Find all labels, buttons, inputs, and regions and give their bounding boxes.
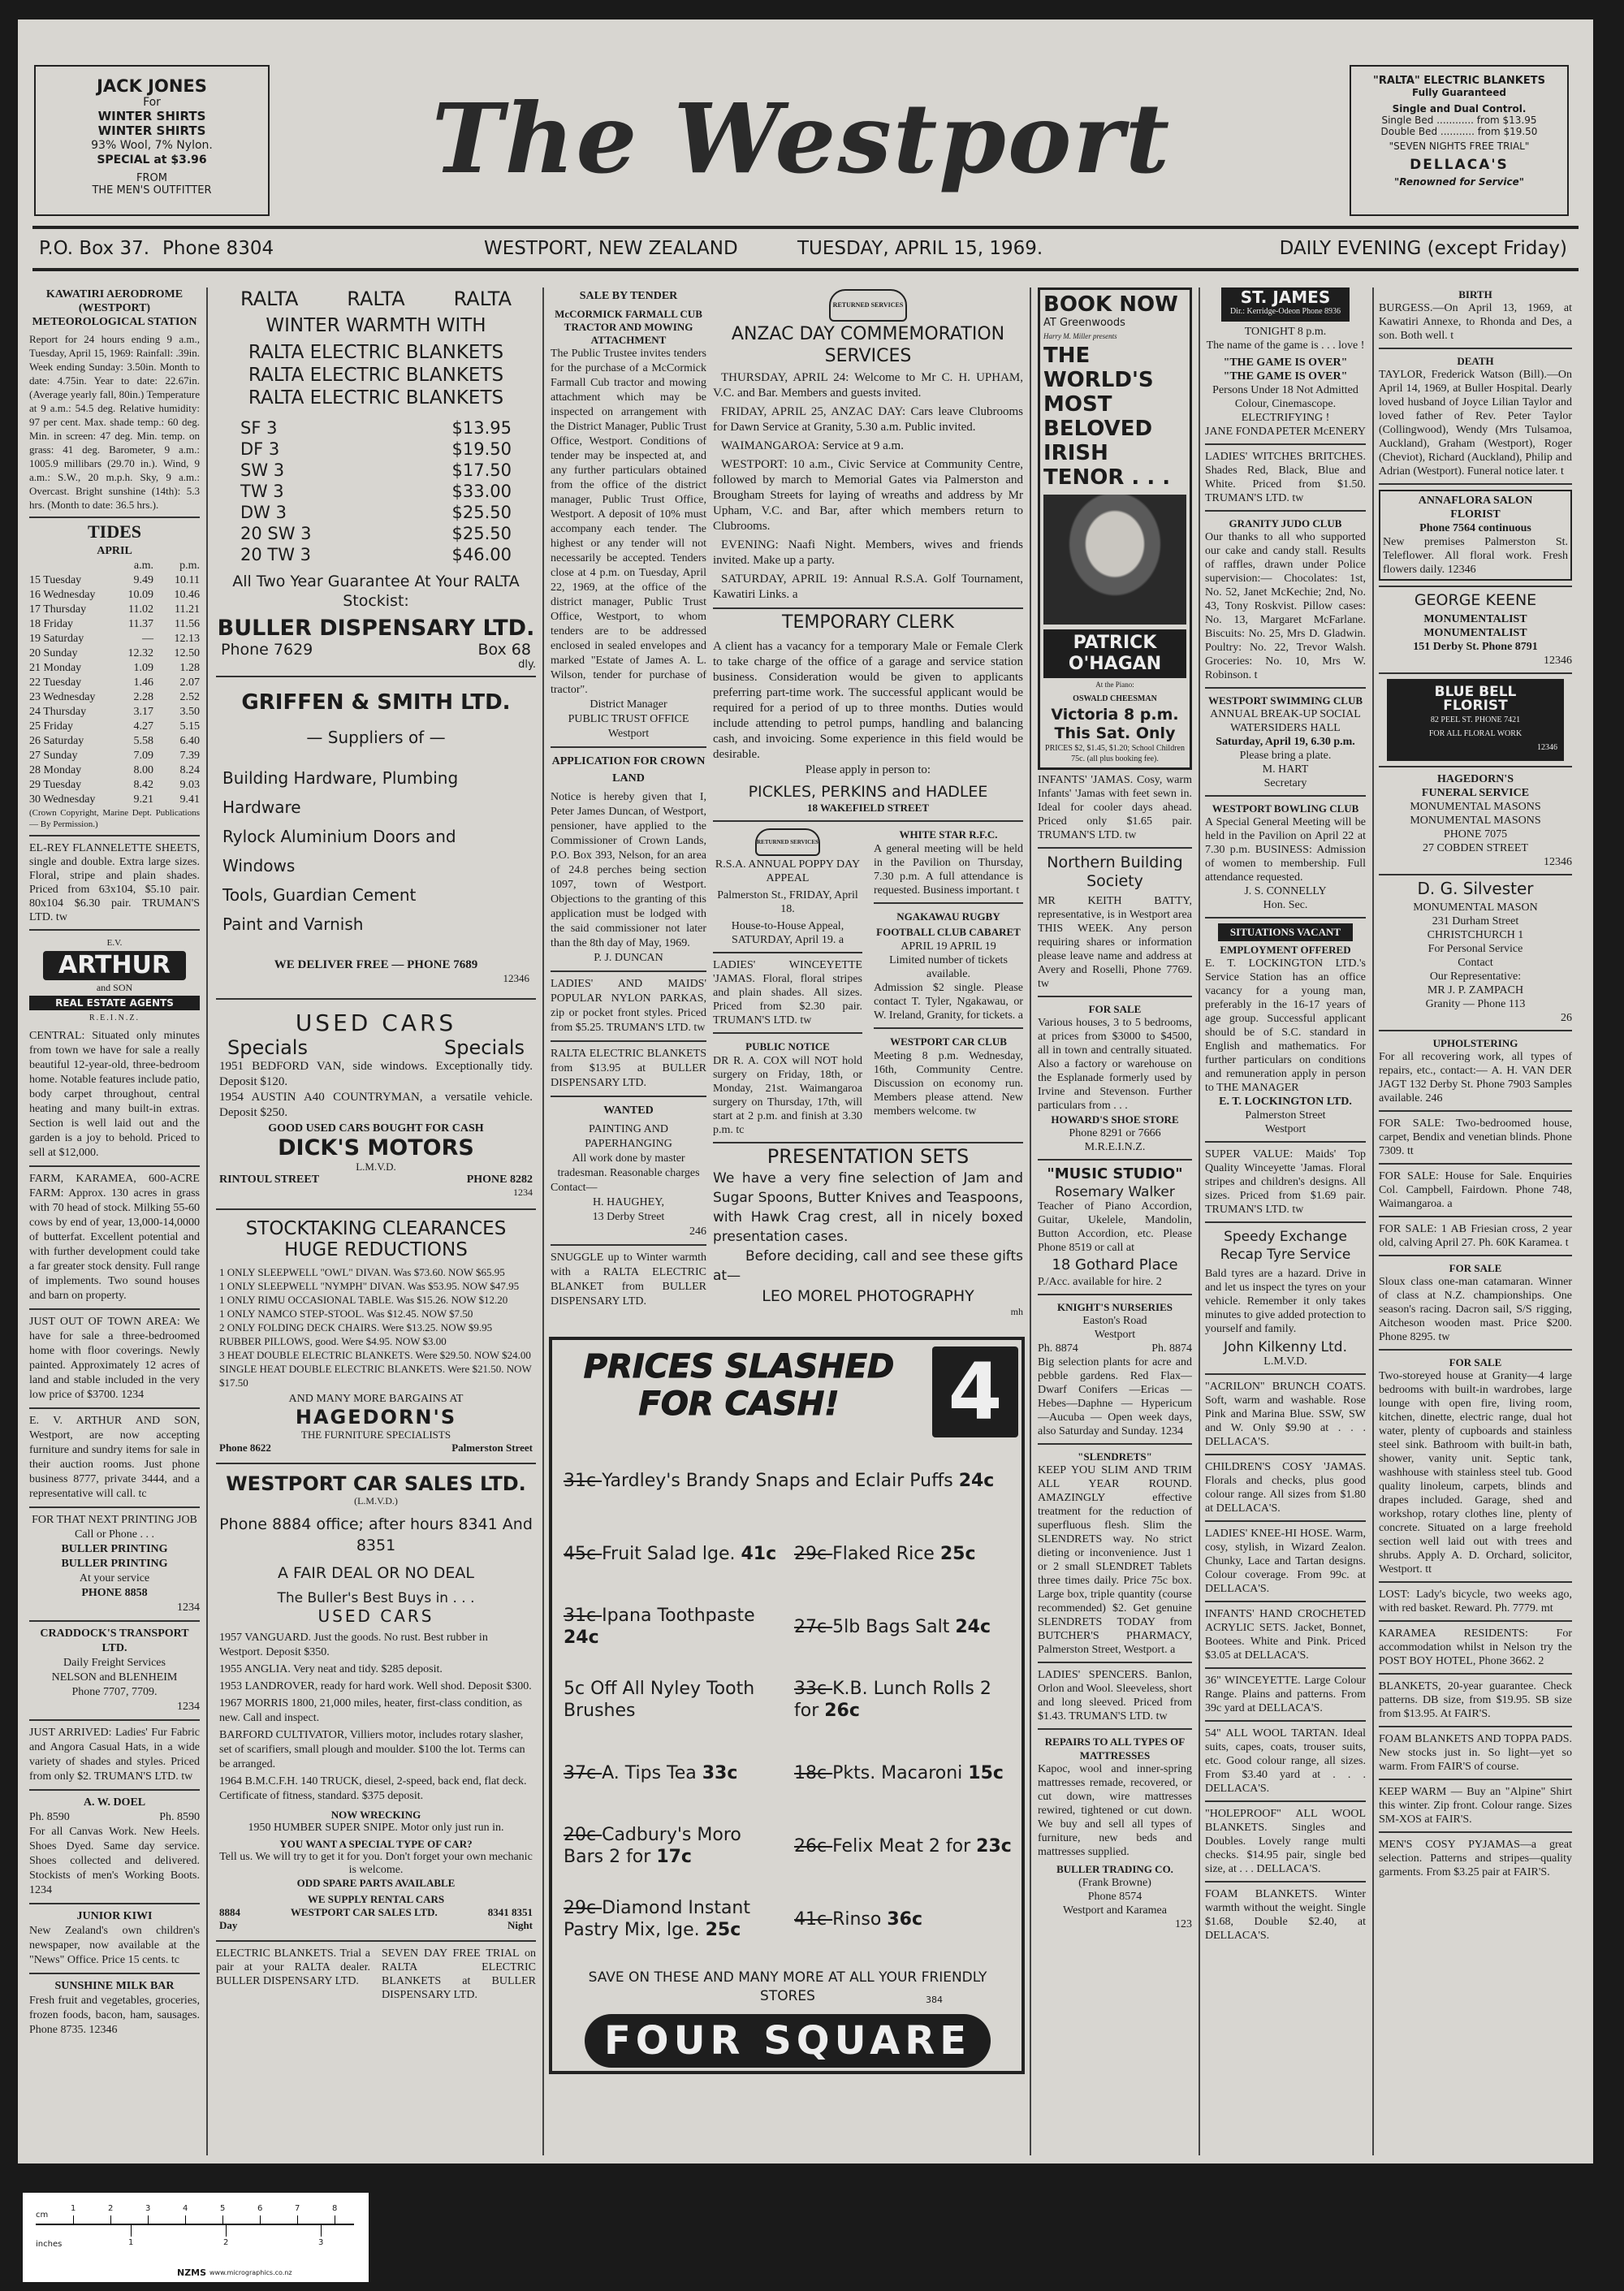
tide-cell: 4.27 [133, 720, 154, 733]
tide-row [29, 588, 200, 603]
tide-cell: — [142, 633, 154, 645]
dicks-motors-ad: USED CARS Specials Specials 1951 BEDFORD VAN, side windows. Exceptionally tidy. Deposit $120. 1954 AUSTIN A40 COUNTRYMAN, a versatile vehicle. Deposit $250. GOOD USED CARS BOUGHT FOR CASH DICK'S MOTORS L.M.V.D. RINTOUL STREET PHONE 8282 1234 [219, 1009, 533, 1198]
fs-item-name: Flaked Rice [832, 1543, 940, 1564]
tide-cell: 11.56 [175, 618, 200, 630]
tide-row [29, 749, 200, 763]
price-row [240, 523, 512, 544]
fs-item [564, 1678, 784, 1722]
tide-cell: 24 Thursday [29, 706, 87, 718]
price-model: 20 SW 3 [240, 524, 312, 543]
cm-tick-label: 2 [108, 2204, 114, 2213]
fs-item [564, 1762, 784, 1784]
column-rule [1199, 287, 1200, 2155]
masthead-title: The Westport [431, 82, 1172, 195]
tide-row [29, 617, 200, 632]
fs-new-price: 24c [955, 1616, 991, 1637]
fs-item-name: A. Tips Tea [602, 1762, 702, 1783]
fs-old-price: 18c [794, 1762, 833, 1783]
tide-cell: 5.15 [179, 720, 200, 733]
cm-tick-label: 1 [71, 2204, 76, 2213]
ear-left-jack-jones: JACK JONES For WINTER SHIRTS WINTER SHIRTS 93% Wool, 7% Nylon. SPECIAL at $3.96 FROM THE MEN'S OUTFITTER [34, 65, 270, 216]
cm-tick-label: 7 [295, 2204, 300, 2213]
milk-bar-ad: SUNSHINE MILK BAR Fresh fruit and vegetables, groceries, frozen foods, bacon, ham, sausages. Phone 8735. 12346 [29, 1980, 200, 2036]
tide-cell: 6.40 [179, 735, 200, 747]
four-square-ad: PRICES SLASHED FOR CASH! 4 31c Yardley's Brandy Snaps and Eclair Puffs 24c 45c Fruit Salad lge. 41c 29c Flaked Rice 25c 31c Ipana Toothpaste 24c 27c 5lb Bags Salt 24c 5c Off All Nyley Tooth Brushes 33c K.B. Lunch Rolls 2 for 26c 37c A. Tips Tea 33c 18c Pkts. Macaroni 15c 20c Cadbury's Moro Bars 2 for 17c 26c Felix Meat 2 for 23c 29c Diamond Instant Pastry Mix, lge. 25c 41c Rinso 36c SAVE ON THESE AND MANY MORE AT ALL YOUR FRIENDLY STORES 384 FOUR SQUARE [549, 1337, 1025, 2074]
tide-cell: 9.03 [179, 779, 200, 791]
column-3: SALE BY TENDER McCORMICK FARMALL CUB TRACTOR AND MOWING ATTACHMENT The Public Trustee invites tenders for the purchase of a McCormick Farmall Cub tractor and mowing attachment which may be inspected on arrangement with the District Manager, Public Trust Office, Westport. Conditions of tender may be inspected at, and any further particulars obtained from the office of the district manager, Public Trust Office, Westport. A deposit of 10% must accompany each tender. The highest or any tender will not necessarily be accepted. Tenders close at 4 p.m. on Tuesday, April 22, 1969, at the office of the district manager, Public Trust Office, Westport, to whom tenders are to be addressed enclosed in sealed envelopes and marked "Estate of James A. L. Wilson, tender for purchase of tractor". District Manager PUBLIC TRUST OFFICE Westport APPLICATION FOR CROWN LAND Notice is hereby given that I, Peter James Duncan, of Westport, pensioner, have applied to the Commissioner of Crown Lands, P.O. Box 393, Nelson, for an area of 24.8 perches being section 1097, town of Westport. Objections to the granting of this application must be lodged with the said commissioner not later than the 8th day of May, 1969. P. J. DUNCAN LADIES' AND MAIDS' POPULAR NYLON PARKAS, zip or pocket front styles. Priced from $5.25. TRUMAN'S LTD. tw RALTA ELECTRIC BLANKETS from $13.95 at BULLER DISPENSARY LTD. WANTED PAINTING AND PAPERHANGING All work done by master tradesman. Reasonable charges Contact— H. HAUGHEY, 13 Derby Street 246 SNUGGLE up to Winter warmth with a RALTA ELECTRIC BLANKET from BULLER DISPENSARY LTD. [551, 290, 706, 1308]
column-6: ST. JAMES Dir.: Kerridge-Odeon Phone 8936 TONIGHT 8 p.m. The name of the game is . . . love ! "THE GAME IS OVER" "THE GAME IS OVER" Persons Under 18 Not Admitted Colour, Cinemascope. ELECTRIFYING ! JANE FONDA PETER McENERY LADIES' WITCHES BRITCHES. Shades Red, Black, Blue and White. Priced from $1.50. TRUMAN'S LTD. tw GRANITY JUDO CLUB Our thanks to all who supported our cake and candy stall. Results of raffles, drawn under Police supervision:— Chocolates: 1st, No. 52, Janet McKechie; 2nd, No. 43, Tony Roskvist. Pillow cases: No. 13, Margaret McFarlane. Biscuits: No. 25, Mrs D. Gladwin. Poultry: No. 22, Trevor Walsh. Groceries: No. 10, Mrs W. Robinson. t WESTPORT SWIMMING CLUB ANNUAL BREAK-UP SOCIAL WATERSIDERS HALL Saturday, April 19, 6.30 p.m. Please bring a plate. M. HART Secretary WESTPORT BOWLING CLUB A Special General Meeting will be held in the Pavilion on April 22 at 7.30 p.m. BUSINESS: Admission of women to membership. Full attendance requested. J. S. CONNELLY Hon. Sec. SITUATIONS VACANT EMPLOYMENT OFFERED E. T. LOCKINGTON LTD.'s Service Station has an office vacancy for a young man, preferably in the 16-17 years of age group. Successful applicant should be of S.C. standard in English and mathematics. For further particulars on conditions and remuneration apply in person to THE MANAGER E. T. LOCKINGTON LTD. Palmerston Street Westport SUPER VALUE: Maids' Top Quality Winceyette 'Jamas. Floral stripes and children's designs. All sizes. Priced from $1.69 pair. TRUMAN'S LTD. tw Speedy Exchange Recap Tyre Service Bald tyres are a hazard. Drive in and let us inspect the tyres on your vehicle. Remember it only takes minutes to give added protection to yourself and family. John Kilkenny Ltd. L.M.V.D. "ACRILON" BRUNCH COATS. Soft, warm and washable. Rose Pink and Marina Blue. SSW, SW and W. Only $9.90 at . . . DELLACA'S. CHILDREN'S COSY 'JAMAS. Florals and checks, plus good colour range. All sizes from $1.80 at DELLACA'S. LADIES' KNEE-HI HOSE. Warm, cosy, stylish, in Wizard Zealon. Chunky, Lace and Tartan designs. Colour coverage. From 99c. at DELLACA'S. INFANTS' HAND CROCHETED ACRYLIC SETS. Jacket, Bonnet, Bootees. White and Pink. Priced $3.05 at DELLACA'S. 36" WINCEYETTE. Large Colour Range. Plains and patterns. From 39c yard at DELLACA'S. 54" ALL WOOL TARTAN. Ideal suits, capes, coats, trouser suits, etc. Good colour range, all sizes. From $3.40 yard at . . . DELLACA'S. "HOLEPROOF" ALL WOOL BLANKETS. Singles and Doubles. Lovely range multi checks. $14.95 pair, single bed size, at . . . DELLACA'S. FOAM BLANKETS. Winter warmth without the weight. Single $1.68, Double $2.40, at DELLACA'S. [1205, 287, 1366, 1942]
tide-cell: 5.58 [133, 735, 154, 747]
column-1: KAWATIRI AERODROME (WESTPORT) METEOROLOGICAL STATION Report for 24 hours ending 9 a.m., Tuesday, April 15, 1969: Rainfall: .39in. Week ending Sunday: 3.50in. Month to date: 4.75in. Year to date: 22.67in. (Average yearly fall, 80in.) Temperature at 9 a.m.: 54.5 deg. Relative humidity: 97 per cent. Max. shade temp.: 60 deg. Min. in screen: 47 deg. Min. temp. on grass: 41 deg. Barometer, 9 a.m.: 1005.9 millibars (29.70 in.). Wind, 9 a.m.: S.W., 20 m.p.h. Sky, 9 a.m.: Overcast. Bright sunshine (14th): 5.3 hrs. (Month to date: 36.5 hrs.). TIDES APRIL a.m. p.m. 15 Tuesday 9.49 10.11 16 Wednesday 10.09 10.46 17 Thursday 11.02 11.21 18 Friday 11.37 11.56 19 Saturday — 12.13 20 Sunday 12.32 12.50 21 Monday 1.09 1.28 22 Tuesday 1.46 2.07 23 Wednesday 2.28 2.52 24 Thursday 3.17 3.50 25 Friday 4.27 5.15 26 Saturday 5.58 6.40 27 Sunday 7.09 7.39 28 Monday 8.00 8.24 29 Tuesday 8.42 9.03 30 Wednesday 9.21 9.41 (Crown Copyright, Marine Dept. Publications — By Permission.) EL-REY FLANNELETTE SHEETS, single and double. Extra large sizes. Floral, stripe and plain shades. Priced from 63x104, $5.10 pair. 80x104 $6.30 pair. TRUMAN'S LTD. tw E.V. ARTHUR and SON REAL ESTATE AGENTS R.E.I.N.Z. CENTRAL: Situated only minutes from town we have for sale a really beautiful 12-year-old, three-bedroom home. Notable features include patio, body carpet throughout, central heating and many built-in extras. Section is well laid out and the garden is a joy to behold. Priced to sell at $12,000. FARM, KARAMEA, 600-ACRE FARM: Approx. 130 acres in grass with 70 head of stock. Milking 55-60 cows by end of year, 13,000-14,0000 of butterfat. Excellent potential and with further development could take a far greater stock density. Full range of implements. Two sound houses and barn on property. JUST OUT OF TOWN AREA: We have for sale a three-bedroomed home with floor coverings. Newly painted. Approximately 12 acres of land and stable included in the very low price of $3700. 1234 E. V. ARTHUR AND SON, Westport, are now accepting furniture and sundry items for sale in their auction rooms. Just phone business 8777, private 3444, and a representative will call. tc FOR THAT NEXT PRINTING JOB Call or Phone . . . BULLER PRINTING BULLER PRINTING At your service PHONE 8858 1234 CRADDOCK'S TRANSPORT LTD. Daily Freight Services NELSON and BLENHEIM Phone 7707, 7709. 1234 JUST ARRIVED: Ladies' Fur Fabric and Angora Casual Hats, in a wide variety of shades and styles. Priced from only $2. TRUMAN'S LTD. tw A. W. DOEL Ph. 8590 Ph. 8590 For all Canvas Work. New Heels. Shoes Dyed. Same day service. Shoes collected and delivered. Stockists of men's Working Boots. 1234 JUNIOR KIWI New Zealand's own children's newspaper, now available at the "News" Office. Price 15 cents. tc SUNSHINE MILK BAR Fresh fruit and vegetables, groceries, frozen foods, bacon, ham, sausages. Phone 8735. 12346 [29, 288, 200, 2036]
tide-cell: 11.37 [128, 618, 154, 630]
junior-kiwi-ad: JUNIOR KIWI New Zealand's own children's newspaper, now available at the "News" Office. Price 15 cents. tc [29, 1910, 200, 1966]
tide-cell: 9.21 [133, 793, 154, 806]
fs-new-price: 23c [976, 1835, 1012, 1857]
tide-cell: 12.32 [127, 647, 154, 659]
tide-cell: 11.02 [128, 603, 154, 616]
hagedorn-funeral-ad: HAGEDORN'S FUNERAL SERVICE MONUMENTAL MASONS MONUMENTAL MASONS PHONE 7075 27 COBDEN STREET 12346 [1410, 773, 1572, 868]
doel-ad: A. W. DOEL Ph. 8590 Ph. 8590 For all Canvas Work. New Heels. Shoes Dyed. Same day service. Shoes collected and delivered. Stockists of men's Working Boots. 1234 [29, 1796, 200, 1896]
tide-cell: 8.00 [133, 764, 154, 776]
dateline: P.O. Box 37. Phone 8304 WESTPORT, NEW ZEALAND TUESDAY, APRIL 15, 1969. DAILY EVENING (except Friday) [39, 238, 1567, 259]
cm-tick-label: 3 [145, 2204, 151, 2213]
cm-tick [297, 2215, 298, 2225]
anzac-item: THURSDAY, APRIL 24: Welcome to Mr C. H. UPHAM, V.C. and Bar. Members and guests invited. [713, 371, 1023, 400]
rsa-badge-2: RETURNED SERVICES [755, 828, 820, 856]
fs-old-price: 20c [564, 1825, 603, 1845]
seven-day-trial-ad: SEVEN DAY FREE TRIAL on RALTA ELECTRIC BLANKETS at BULLER DISPENSARY LTD. [382, 1947, 536, 2001]
clearance-item: 1 ONLY NAMCO STEP-STOOL. Was $12.45. NOW $7.50 [219, 1308, 473, 1320]
car-listing: BARFORD CULTIVATOR, Villiers motor, includes rotary slasher, set of scarifiers, small plough and moulder. $100 the lot. Terms can be arranged. [219, 1729, 525, 1770]
tide-cell: 11.21 [175, 603, 200, 616]
masthead-rule-top [32, 226, 1579, 229]
tide-row [29, 778, 200, 793]
clearance-item: RUBBER PILLOWS, good. Were $4.95. NOW $3.00 [219, 1335, 447, 1347]
column-rule [1372, 287, 1374, 2155]
tide-cell: 8.24 [179, 764, 200, 776]
tide-cell: 1.46 [133, 676, 154, 689]
tide-row [29, 603, 200, 617]
fs-old-price: 41c [794, 1908, 833, 1930]
fs-new-price: 25c [939, 1543, 976, 1564]
inch-tick [321, 2225, 322, 2237]
cm-tick-label: 8 [332, 2204, 338, 2213]
craddock-ad: CRADDOCK'S TRANSPORT LTD. Daily Freight Services NELSON and BLENHEIM Phone 7707, 7709. 1234 [40, 1627, 200, 1713]
tide-cell: 2.52 [179, 691, 200, 703]
tide-row [29, 646, 200, 661]
fs-item [564, 1897, 784, 1941]
tide-cell: 12.13 [174, 633, 200, 645]
anzac-item: EVENING: Naafi Night. Members, wives and friends invited. Make up a party. [713, 538, 1023, 567]
fs-old-price: 27c [794, 1616, 833, 1637]
fs-item [794, 1678, 1015, 1722]
price-row [240, 544, 512, 565]
tide-cell: 22 Tuesday [29, 676, 82, 689]
tide-cell: 3.17 [133, 706, 154, 718]
blue-bell-ad: BLUE BELL FLORIST 82 PEEL ST. PHONE 7421 FOR ALL FLORAL WORK 12346 [1387, 679, 1564, 761]
tide-cell: 10.11 [175, 574, 200, 586]
price-value: $46.00 [451, 545, 512, 564]
fs-item [564, 1543, 784, 1565]
patrick-ohagan-ad: BOOK NOW AT Greenwoods Harry M. Miller presents THE WORLD'S MOST BELOVED IRISH TENOR . . . PATRICK O'HAGAN At the Piano: OSWALD CHEESMAN Victoria 8 p.m. This Sat. Only PRICES $2, $1.45, $1.20; School Children 75c. (all plus booking fee). [1038, 287, 1192, 770]
clearance-item: 2 ONLY FOLDING DECK CHAIRS. Were $13.25. NOW $9.95 [219, 1321, 493, 1334]
fs-item [794, 1762, 1015, 1784]
price-model: 20 TW 3 [240, 545, 312, 564]
cm-tick [73, 2215, 74, 2225]
cm-tick [260, 2215, 261, 2225]
tide-cell: 10.09 [127, 589, 154, 601]
fs-row [564, 1444, 1015, 1517]
tide-cell: 30 Wednesday [29, 793, 96, 806]
tides-table [29, 573, 200, 807]
fs-item-name: 5c Off All Nyley Tooth Brushes [564, 1679, 755, 1721]
tide-row [29, 573, 200, 588]
car-listing: 1967 MORRIS 1800, 21,000 miles, heater, first-class condition, as new. Call and inspect. [219, 1697, 523, 1724]
masthead-rule-bottom [32, 268, 1579, 271]
silvester-ad: MONUMENTAL MASON 231 Durham Street CHRISTCHURCH 1 For Personal Service Contact Our Representative: MR J. P. ZAMPACH Granity — Phone 113 26 [1413, 901, 1572, 1024]
wcs-car-list [219, 1631, 533, 1804]
ralta-ad: RALTA RALTA RALTA WINTER WARMTH WITH RALTA ELECTRIC BLANKETS RALTA ELECTRIC BLANKETS RALTA ELECTRIC BLANKETS SF 3 $13.95 DF 3 $19.50 SW 3 $17.50 TW 3 $33.00 DW 3 $25.50 20 SW 3 $25.50 20 TW 3 $46.00 All Two Year Guarantee At Your RALTA Stockist: BULLER DISPENSARY LTD. Phone 7629 Box 68 dly. [217, 287, 536, 671]
inch-tick-label: 1 [128, 2238, 134, 2247]
column-rule [542, 287, 544, 2155]
column-rule [1030, 287, 1031, 2155]
tide-row [29, 763, 200, 778]
rsa-badge: RETURNED SERVICES [829, 289, 907, 322]
fs-item [564, 1470, 1015, 1492]
griffen-smith-ad: GRIFFEN & SMITH LTD. — Suppliers of — Building Hardware, Plumbing Hardware Rylock Aluminium Doors and Windows Tools, Guardian Cement Paint and Varnish WE DELIVER FREE — PHONE 7689 12346 [222, 690, 529, 984]
four-square-number: 4 [932, 1347, 1018, 1437]
cm-tick [110, 2215, 111, 2225]
newspaper-page [18, 19, 1593, 2163]
prices-slashed-banner: PRICES SLASHED FOR CASH! [583, 1348, 895, 1423]
price-model: SW 3 [240, 460, 285, 480]
price-value: $19.50 [451, 439, 512, 459]
cm-tick [222, 2215, 223, 2225]
fs-new-price: 24c [564, 1627, 599, 1648]
price-value: $25.50 [451, 503, 512, 522]
tide-cell: 17 Thursday [29, 603, 87, 616]
price-value: $25.50 [451, 524, 512, 543]
fs-item-name: K.B. Lunch Rolls 2 for [794, 1679, 991, 1721]
fs-item-name: Cadbury's Moro Bars 2 for [564, 1825, 741, 1867]
price-model: DW 3 [240, 503, 287, 522]
westport-car-sales-ad: WESTPORT CAR SALES LTD. (L.M.V.D.) Phone 8884 office; after hours 8341 And 8351 A FAIR DEAL OR NO DEAL The Buller's Best Buys in . . . USED CARS 1957 VANGUARD. Just the goods. No rust. Best rubber in Westport. Deposit $350. 1955 ANGLIA. Very neat and tidy. $285 deposit. 1953 LANDROVER, ready for hard work. Well shod. Deposit $300. 1967 MORRIS 1800, 21,000 miles, heater, first-class condition, as new. Call and inspect. BARFORD CULTIVATOR, Villiers motor, includes rotary slasher, set of scarifiers, small plough and moulder. $100 the lot. Terms can be arranged. 1964 B.M.C.F.H. 140 TRUCK, diesel, 2-speed, back end, flat deck. Certificate of fitness, standard. $375 deposit. NOW WRECKING 1950 HUMBER SUPER SNIPE. Motor only just run in. YOU WANT A SPECIAL TYPE OF CAR? Tell us. We will try to get it for you. Don't forget your own mechanic is welcome. ODD SPARE PARTS AVAILABLE WE SUPPLY RENTAL CARS 8884 WESTPORT CAR SALES LTD. 8341 8351 Day Night [219, 1472, 533, 1931]
column-5: BOOK NOW AT Greenwoods Harry M. Miller presents THE WORLD'S MOST BELOVED IRISH TENOR . . . PATRICK O'HAGAN At the Piano: OSWALD CHEESMAN Victoria 8 p.m. This Sat. Only PRICES $2, $1.45, $1.20; School Children 75c. (all plus booking fee). INFANTS' 'JAMAS. Cosy, warm Infants' 'Jamas with feet sewn in. Ideal for cooler days ahead. Priced only $1.65 pair. TRUMAN'S LTD. tw Northern Building Society MR KEITH BATTY, representative, is in Westport area THIS WEEK. Any person requiring shares or information please leave name and address at Avery and Roselli, Phone 7769. tw FOR SALE Various houses, 3 to 5 bedrooms, at prices from $3000 to $4500, all in town and centrally situated. Also a factory or warehouse on the Esplanade formerly used by Irvine and Stevenson. Further particulars from . . . HOWARD'S SHOE STORE Phone 8291 or 7666 M.R.E.I.N.Z. "MUSIC STUDIO" Rosemary Walker Teacher of Piano Accordion, Guitar, Ukelele, Mandolin, Button Accordion, etc. Please Phone 8519 or call at 18 Gothard Place P./Acc. available for hire. 2 KNIGHT'S NURSERIES Easton's Road Westport Ph. 8874 Ph. 8874 Big selection plants for acre and pebble gardens. Red Flax—Dwarf Conifers —Ericas —Hebes—Daphne — Hypericum —Aucuba — Open week days, also Saturday and Sunday. 1234 "SLENDRETS" KEEP YOU SLIM AND TRIM ALL YEAR ROUND. AMAZINGLY effective treatment for the reduction of superfluous flesh. Slim the SLENDRETS way. No strict dieting or inconvenience. Just 1 or 2 small SLENDRET Tablets three times daily. Price 75c box. Large box, triple quantity (course recommended) $2. Get genuine SLENDRETS TODAY from BUTCHER'S PHARMACY, Palmerston Street, Westport. a LADIES' SPENCERS. Banlon, Orlon and Wool. Sleeveless, short and long sleeved. Priced from $1.43. TRUMAN'S LTD. tw REPAIRS TO ALL TYPES OF MATTRESSES Kapoc, wool and inner-spring mattresses remade, recovered, or cut down, wire mattresses rewired, tightened or cut down. We buy and sell all types of furniture, new beds and mattresses supplied. BULLER TRADING CO. (Frank Browne) Phone 8574 Westport and Karamea 123 [1038, 287, 1192, 2155]
tide-cell: 7.39 [179, 750, 200, 762]
cm-tick-label: 4 [183, 2204, 188, 2213]
ebl-ad: ELECTRIC BLANKETS. Trial a pair at your RALTA dealer. BULLER DISPENSARY LTD. [216, 1947, 370, 1987]
fs-old-price: 31c [564, 1606, 603, 1626]
price-row [240, 481, 512, 502]
tide-cell: 26 Saturday [29, 735, 84, 747]
annaflora-ad: ANNAFLORA SALON FLORIST Phone 7564 continuous New premises Palmerston St. Teleflower. All floral work. Fresh flowers daily. 12346 [1379, 490, 1572, 581]
inch-tick [131, 2225, 132, 2237]
fs-item-name: Diamond Instant Pastry Mix, lge. [564, 1898, 750, 1940]
tide-cell: 1.09 [133, 662, 154, 674]
car-listing: 1955 ANGLIA. Very neat and tidy. $285 deposit. [219, 1663, 443, 1675]
fs-item [794, 1616, 1015, 1638]
fs-row [564, 1809, 1015, 1883]
price-row [240, 502, 512, 523]
arthur-logo: E.V. ARTHUR and SON REAL ESTATE AGENTS R.E.I.N.Z. [29, 936, 200, 1026]
fs-new-price: 24c [958, 1470, 995, 1491]
fs-new-price: 41c [741, 1543, 777, 1564]
clearance-item: 3 HEAT DOUBLE ELECTRIC BLANKETS. Were $29.50. NOW $24.00 [219, 1349, 531, 1361]
fs-new-price: 26c [824, 1701, 860, 1721]
tide-cell: 1.28 [179, 662, 200, 674]
fs-new-price: 33c [702, 1762, 738, 1783]
price-row [240, 460, 512, 481]
fs-old-price: 33c [794, 1679, 833, 1699]
fs-old-price: 45c [564, 1543, 603, 1564]
price-model: SF 3 [240, 418, 278, 438]
clearance-item: 1 ONLY SLEEPWELL "OWL" DIVAN. Was $73.60. NOW $65.95 [219, 1266, 505, 1278]
column-rule [206, 287, 208, 2155]
tide-row [29, 676, 200, 690]
fs-row [564, 1663, 1015, 1736]
tide-cell: 23 Wednesday [29, 691, 96, 703]
column-7: BIRTH BURGESS.—On April 13, 1969, at Kawatiri Annexe, to Rhonda and Des, a son. Both well. t DEATH TAYLOR, Frederick Watson (Bill).—On April 14, 1969, at Buller Hospital. Dearly loved husband of Joyce Lilian Taylor and loved father of Rev. Peter Taylor (Collingwood), Wendy (Mrs Tulsamoa, Auckland), Graham (Westport), Roger (Cheviot), Richard (Auckland), Philip and Adrian (Westport). Funeral notice later. t ANNAFLORA SALON FLORIST Phone 7564 continuous New premises Palmerston St. Teleflower. All floral work. Fresh flowers daily. 12346 GEORGE KEENE MONUMENTALIST MONUMENTALIST 151 Derby St. Phone 8791 12346 BLUE BELL FLORIST 82 PEEL ST. PHONE 7421 FOR ALL FLORAL WORK 12346 HAGEDORN'S FUNERAL SERVICE MONUMENTAL MASONS MONUMENTAL MASONS PHONE 7075 27 COBDEN STREET 12346 D. G. Silvester MONUMENTAL MASON 231 Durham Street CHRISTCHURCH 1 For Personal Service Contact Our Representative: MR J. P. ZAMPACH Granity — Phone 113 26 UPHOLSTERING For all recovering work, all types of repairs, etc., contact:— A. H. VAN DER JAGT 132 Derby St. Phone 7903 Samples available. 246 FOR SALE: Two-bedroomed house, carpet, Bendix and venetian blinds. Phone 7309. tt FOR SALE: House for Sale. Enquiries Col. Campbell, Fairdown. Phone 748, Waimangaroa. a FOR SALE: 1 AB Friesian cross, 2 year old, calving April 27. Ph. 60K Karamea. t FOR SALE Sloux class one-man catamaran. Winner of class at N.Z. championships. One season's racing. Dacron sail, S/S rigging, Aitcheson wooden mast. Price $200. Phone 8295. tw FOR SALE Two-storeyed house at Granity—4 large bedrooms with built-in wardrobes, large lounge with open fire, living room, kitchen, dinette, electric range, dual hot water, plenty of cupboards and stainless steel sink. Bathroom with built-in bath, shower, vanity unit. Septic tank, washhouse with stainless steel tub. Good quality linoleum, carpets, blinds and drapes included. Garage, shed and workshop, rotary clothes line, plenty of concrete. Situated on a large freehold section well laid out with trees and shrubs. Apply A. D. Orchard, solicitor, Westport. tt LOST: Lady's bicycle, two weeks ago, with red basket. Reward. Ph. 7779. mt KARAMEA RESIDENTS: For accommodation whilst in Nelson try the POST BOY HOTEL, Phone 3662. 2 BLANKETS, 20-year guarantee. Check patterns. DB size, from $19.95. SB size from $13.95. At FAIR'S. FOAM BLANKETS AND TOPPA PADS. New stocks just in. So light—yet so warm. From FAIR'S of course. KEEP WARM — Buy an "Alpine" Shirt this winter. Zip front. Colour range. Sizes SM-XOS at FAIR'S. MEN'S COSY PYJAMAS—a great selection. Patterns and stripes—quality garments. From $3.25 pair at FAIR'S. [1379, 288, 1572, 1878]
tide-row [29, 661, 200, 676]
clearance-item: SINGLE HEAT DOUBLE ELECTRIC BLANKETS. Were $21.50. NOW $17.50 [219, 1363, 532, 1389]
inch-tick [226, 2225, 227, 2237]
st-james-header: ST. JAMES Dir.: Kerridge-Odeon Phone 8936 [1221, 287, 1350, 322]
fs-item-name: Rinso [832, 1908, 888, 1930]
price-value: $33.00 [451, 482, 512, 501]
tide-cell: 20 Sunday [29, 647, 78, 659]
tide-cell: 2.28 [133, 691, 154, 703]
fs-item-name: 5lb Bags Salt [832, 1616, 956, 1637]
tide-cell: 28 Monday [29, 764, 82, 776]
ralta-price-list [216, 417, 536, 565]
tide-row [29, 705, 200, 720]
fs-item-name: Yardley's Brandy Snaps and Eclair Puffs [602, 1470, 959, 1491]
fs-old-price: 37c [564, 1762, 603, 1783]
tide-cell: 8.42 [133, 779, 154, 791]
portrait-image [1043, 495, 1186, 625]
fs-old-price: 29c [794, 1543, 833, 1564]
tide-cell: 16 Wednesday [29, 589, 96, 601]
fs-item [794, 1835, 1015, 1857]
tide-cell: 2.07 [179, 676, 200, 689]
price-row [240, 417, 512, 439]
tide-row [29, 793, 200, 807]
tide-cell: 21 Monday [29, 662, 82, 674]
tide-row [29, 720, 200, 734]
tide-cell: 18 Friday [29, 618, 74, 630]
price-model: DF 3 [240, 439, 280, 459]
price-model: TW 3 [240, 482, 284, 501]
tide-cell: 3.50 [179, 706, 200, 718]
fs-item [794, 1908, 1015, 1930]
inch-tick-label: 2 [223, 2238, 229, 2247]
column-2 [216, 287, 536, 2155]
price-value: $13.95 [451, 418, 512, 438]
price-value: $17.50 [451, 460, 512, 480]
tide-row [29, 690, 200, 705]
fs-row [564, 1736, 1015, 1809]
inch-tick-label: 3 [318, 2238, 324, 2247]
anzac-item: WAIMANGAROA: Service at 9 a.m. [721, 439, 904, 452]
fs-row [564, 1883, 1015, 1956]
fs-new-price: 15c [968, 1762, 1004, 1783]
tide-cell: 10.46 [174, 589, 200, 601]
tide-cell: 25 Friday [29, 720, 74, 733]
scale-ruler: 1 2 3 4 5 6 7 8 1 2 3 cm inches NZMS www.micrographics.co.nz [23, 2193, 369, 2282]
fs-new-price: 25c [705, 1920, 741, 1940]
anzac-item: FRIDAY, APRIL 25, ANZAC DAY: Cars leave Clubrooms for Dawn Service at Granity, 5.30 a.m. Public invited. [713, 405, 1023, 434]
fs-item [564, 1824, 784, 1868]
tide-cell: 29 Tuesday [29, 779, 82, 791]
fs-old-price: 31c [564, 1470, 603, 1491]
anzac-item: WESTPORT: 10 a.m., Civic Service at Community Centre, followed by march to Memorial Gates via Palmerston and Brougham Streets for laying of wreaths and address by Mr Upham, V.C. and Bar, after which members return to Clubrooms. [713, 458, 1023, 533]
car-listing: 1957 VANGUARD. Just the goods. No rust. Best rubber in Westport. Deposit $350. [219, 1632, 488, 1658]
tide-cell: 9.49 [133, 574, 154, 586]
tide-cell: 19 Saturday [29, 633, 84, 645]
cm-tick-label: 6 [257, 2204, 263, 2213]
clearance-item: 1 ONLY SLEEPWELL "NYMPH" DIVAN. Was $53.95. NOW $47.95 [219, 1280, 520, 1292]
hagedorn-clearance-ad: STOCKTAKING CLEARANCES HUGE REDUCTIONS 1 ONLY SLEEPWELL "OWL" DIVAN. Was $73.60. NOW $65.95 1 ONLY SLEEPWELL "NYMPH" DIVAN. Was $53.95. NOW $47.95 1 ONLY RIMU OCCASIONAL TABLE. Was $15.26. NOW $12.20 1 ONLY NAMCO STEP-STOOL. Was $12.45. NOW $7.50 2 ONLY FOLDING DECK CHAIRS. Were $13.25. NOW $9.95 RUBBER PILLOWS, good. Were $4.95. NOW $3.00 3 HEAT DOUBLE ELECTRIC BLANKETS. Were $29.50. NOW $24.00 SINGLE HEAT DOUBLE ELECTRIC BLANKETS. Were $21.50. NOW $17.50 AND MANY MORE BARGAINS AT HAGEDORN'S THE FURNITURE SPECIALISTS Phone 8622 Palmerston Street [219, 1218, 533, 1454]
tides-header: a.m. p.m. [133, 560, 200, 572]
fs-item-name: Felix Meat 2 for [832, 1835, 977, 1857]
situations-vacant-header: SITUATIONS VACANT [1218, 923, 1353, 941]
tide-cell: 15 Tuesday [29, 574, 82, 586]
fs-row [564, 1590, 1015, 1663]
cm-tick [148, 2215, 149, 2225]
clearance-list [219, 1265, 533, 1390]
fs-old-price: 29c [564, 1898, 603, 1918]
tide-row [29, 734, 200, 749]
fs-old-price: 26c [794, 1835, 833, 1857]
tide-cell: 7.09 [133, 750, 154, 762]
fs-item [564, 1605, 784, 1649]
tide-cell: 27 Sunday [29, 750, 78, 762]
fs-item-name: Fruit Salad lge. [602, 1543, 741, 1564]
fs-item-name: Pkts. Macaroni [832, 1762, 969, 1783]
buller-printing-ad: FOR THAT NEXT PRINTING JOB Call or Phone . . . BULLER PRINTING BULLER PRINTING At your service PHONE 8858 1234 [32, 1514, 200, 1614]
four-square-price-list [564, 1444, 1015, 1964]
fs-item-name: Ipana Toothpaste [602, 1606, 755, 1626]
cm-tick [185, 2215, 186, 2225]
car-listing: 1964 B.M.C.F.H. 140 TRUCK, diesel, 2-speed, back end, flat deck. Certificate of fitness, standard. $375 deposit. [219, 1775, 527, 1802]
clearance-item: 1 ONLY RIMU OCCASIONAL TABLE. Was $15.26. NOW $12.20 [219, 1294, 508, 1306]
cm-tick-label: 5 [220, 2204, 226, 2213]
column-4: RETURNED SERVICES ANZAC DAY COMMEMORATION SERVICES THURSDAY, APRIL 24: Welcome to Mr C. H. UPHAM, V.C. and Bar. Members and guests invited. FRIDAY, APRIL 25, ANZAC DAY: Cars leave Clubrooms for Dawn Service at Granity, 5.30 a.m. Public invited. WAIMANGAROA: Service at 9 a.m. WESTPORT: 10 a.m., Civic Service at Community Centre, followed by march to Memorial Gates via Palmerston and Brougham Streets for laying of wreaths and address by Mr Upham, V.C. and Bar, after which members return to Clubrooms. EVENING: Naafi Night. Members, wives and friends invited. Make up a party. SATURDAY, APRIL 19: Annual R.S.A. Golf Tournament, Kawatiri Links. a TEMPORARY CLERK A client has a vacancy for a temporary Male or Female Clerk to take charge of the office of a garage and service station business. Consideration would be given to applicants preferring part-time work. The successful applicant would be required for a period of up to three months. Duties would include attending to petrol pumps, handling and balancing cash, and invoicing. Some experience in this field would be desirable. Please apply in person to: PICKLES, PERKINS and HADLEE 18 WAKEFIELD STREET RETURNED SERVICES R.S.A. ANNUAL POPPY DAY APPEAL Palmerston St., FRIDAY, April 18. House-to-House Appeal, SATURDAY, April 19. a LADIES' WINCEYETTE 'JAMAS. Floral, floral stripes and plain shades. All sizes. Priced from $2.30 pair. TRUMAN'S LTD. tw PUBLIC NOTICE DR R. A. COX will NOT hold surgery on Friday, 18th, or Monday, 21st. Waimangaroa surgery on Thursday, 17th, will start at 2 p.m. and finish at 3.30 p.m. tc WHITE STAR R.F.C. A general meeting will be held in the Pavilion on Thursday, 7.30 p.m. A full attendance is requested. Business important. t NGAKAWAU RUGBY FOOTBALL CLUB CABARET APRIL 19 APRIL 19 Limited number of tickets available. Admission $2 single. Please contact T. Tyler, Ngakawau, or W. Ireland, Granity, for tickets. a WESTPORT CAR CLUB Meeting 8 p.m. Wednesday, 16th, Community Centre. Discussion on economy run. Members please attend. New members welcome. tw PRESENTATION SETS We have a very fine selection of Jam and Sugar Spoons, Butter Knives and Teaspoons, with Hawk Crag crest, all in nicely boxed presentation cases. Before deciding, call and see these gifts at— LEO MOREL PHOTOGRAPHY mh [713, 287, 1023, 1335]
tide-row [29, 632, 200, 646]
fs-new-price: 17c [656, 1847, 692, 1867]
price-row [240, 439, 512, 460]
tide-cell: 12.50 [174, 647, 200, 659]
tide-cell: 9.41 [179, 793, 200, 806]
fs-new-price: 36c [887, 1908, 923, 1930]
car-listing: 1953 LANDROVER, ready for hard work. Well shod. Deposit $300. [219, 1680, 532, 1692]
fs-row [564, 1517, 1015, 1590]
four-square-brand: FOUR SQUARE [585, 2014, 991, 2068]
ear-right-ralta-dellaca: "RALTA" ELECTRIC BLANKETS Fully Guaranteed Single and Dual Control. Single Bed ............ from $13.95 Double Bed ........... from $19.50 "SEVEN NIGHTS FREE TRIAL" DELLACA'S "Renowned for Service" [1350, 65, 1569, 216]
fs-item [794, 1543, 1015, 1565]
anzac-item: SATURDAY, APRIL 19: Annual R.S.A. Golf Tournament, Kawatiri Links. a [713, 573, 1023, 601]
